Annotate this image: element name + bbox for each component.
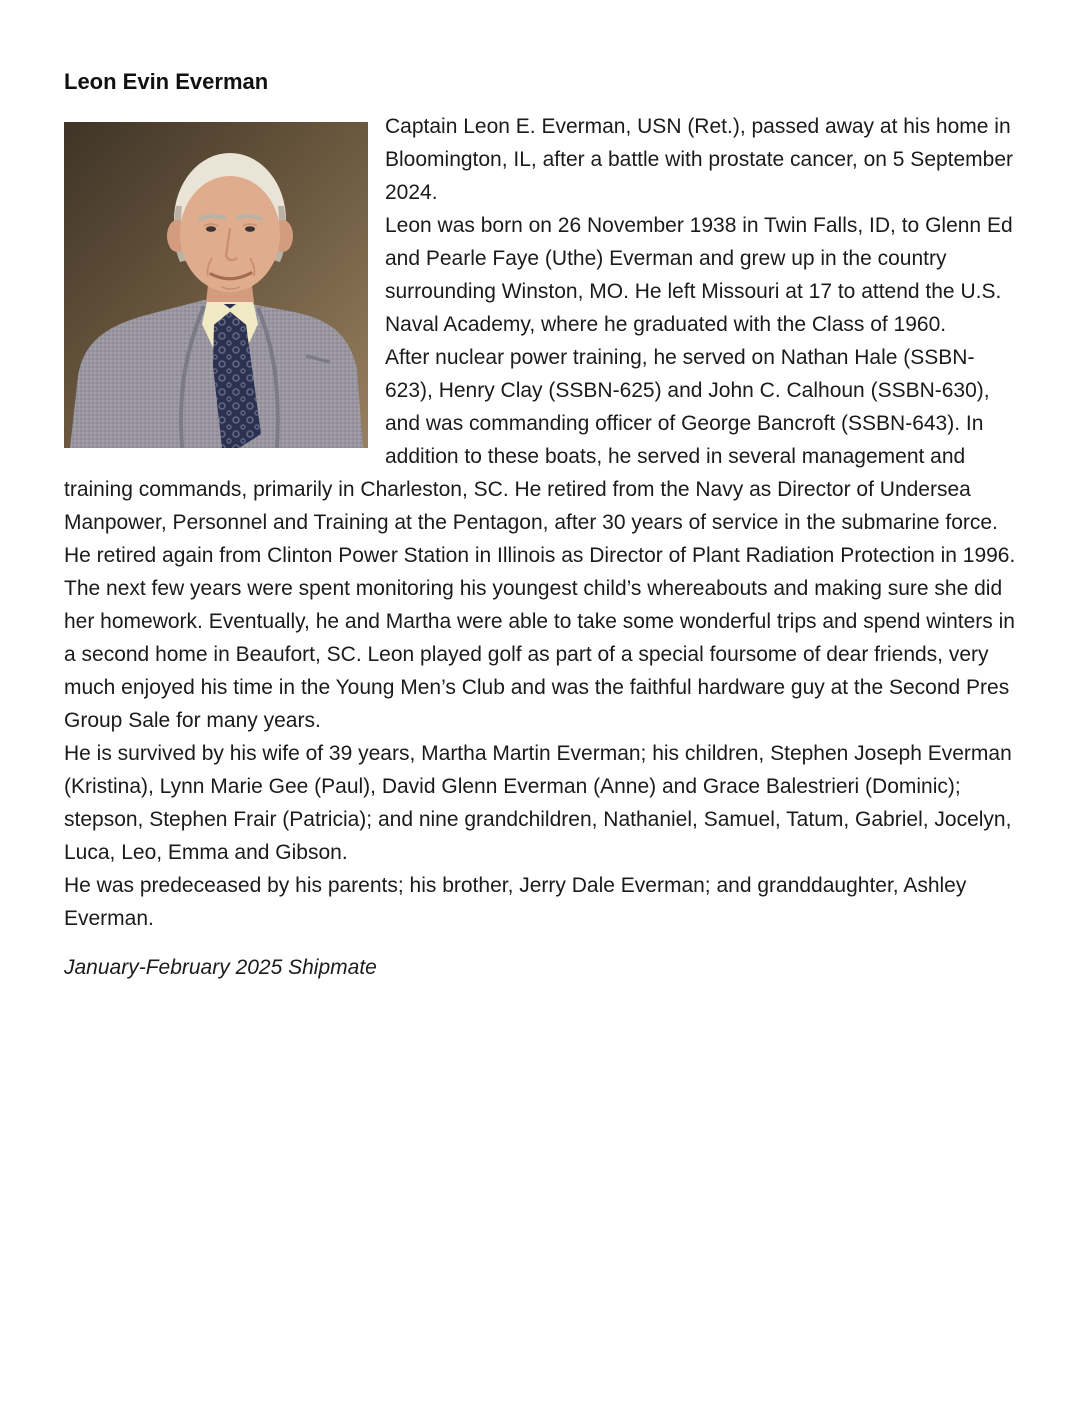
portrait-photo <box>64 122 368 448</box>
paragraph-6: He was predeceased by his parents; his brother, Jerry Dale Everman; and granddaughter, Ashley Everman. <box>64 874 967 930</box>
paragraph-4: He retired again from Clinton Power Station in Illinois as Director of Plant Radiation Protection in 1996. The next few years were spent monitoring his youngest child’s whereabouts and making sure she did her homework. Eventually, he and Martha were able to take some wonderful trips and spend winters in a second home in Beaufort, SC. Leon played golf as part of a special foursome of dear friends, very much enjoyed his time in the Young Men’s Club and was the faithful hardware guy at the Second Pres Group Sale for many years. <box>64 544 1016 732</box>
right-eye <box>245 226 255 232</box>
paragraph-3: After nuclear power training, he served on Nathan Hale (SSBN-623), Henry Clay (SSBN-625) and John C. Calhoun (SSBN-630), and was commanding officer of George Bancroft (SSBN-643). In addition to these boats, he served in several management and training commands, primarily in Charleston, SC. He retired from the Navy as Director of Undersea Manpower, Personnel and Training at the Pentagon, after 30 years of service in the submarine force. <box>64 346 998 534</box>
paragraph-5: He is survived by his wife of 39 years, Martha Martin Everman; his children, Stephen Joseph Everman (Kristina), Lynn Marie Gee (Paul), David Glenn Everman (Anne) and Grace Balestrieri (Dominic); stepson, Stephen Frair (Patricia); and nine grandchildren, Nathaniel, Samuel, Tatum, Gabriel, Jocelyn, Luca, Leo, Emma and Gibson. <box>64 742 1012 864</box>
source-citation: January-February 2025 Shipmate <box>64 956 377 979</box>
paragraph-1: Captain Leon E. Everman, USN (Ret.), passed away at his home in Bloomington, IL, after a battle with prostate cancer, on 5 September 2024. <box>385 115 1014 204</box>
paragraph-2: Leon was born on 26 November 1938 in Twin Falls, ID, to Glenn Ed and Pearle Faye (Uthe) Everman and grew up in the country surrounding Winston, MO. He left Missouri at 17 to attend the U.S. Naval Academy, where he graduated with the Class of 1960. <box>385 214 1013 336</box>
left-eye <box>206 226 216 232</box>
portrait-illustration <box>64 122 368 448</box>
page-title: Leon Evin Everman <box>64 69 269 94</box>
obituary-text <box>64 110 1022 935</box>
